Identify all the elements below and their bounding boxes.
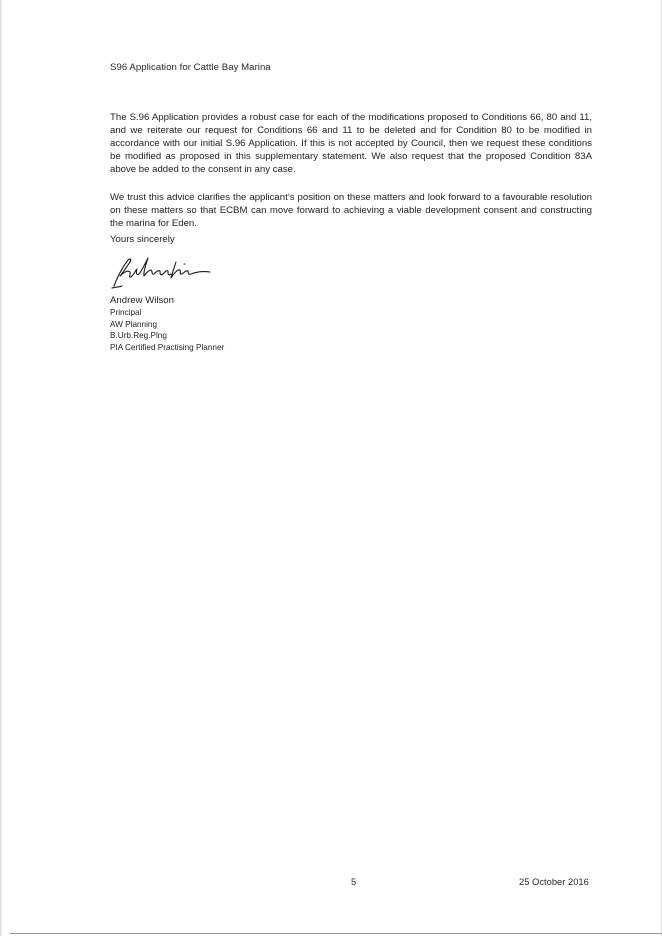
body-paragraph-2: We trust this advice clarifies the applicant’s position on these matters and look forward to a favourable resolution on these matters so that ECBM can move forward to achieving a viable development consent and constructing the marina for Eden. (110, 191, 592, 229)
signatory-title: Principal (110, 308, 142, 317)
body-paragraph-1: The S.96 Application provides a robust case for each of the modifications proposed to Conditions 66, 80 and 11, and we reiterate our request for Conditions 66 and 11 to be deleted and for Condition 80 to be modified in accordance with our initial S.96 Application. If this is not accepted by Council, then we request these conditions be modified as proposed in this supplementary statement. We also request that the proposed Condition 83A above be added to the consent in any case. (110, 111, 592, 176)
signature-block (110, 294, 224, 353)
page-number: 5 (351, 876, 357, 887)
scan-edge-left (0, 0, 2, 936)
signatory-company: AW Planning (110, 319, 158, 329)
signatory-name: Andrew Wilson (110, 295, 174, 306)
scan-edge-bottom (10, 933, 662, 934)
document-header: S96 Application for Cattle Bay Marina (110, 62, 271, 73)
footer-date: 25 October 2016 (519, 876, 589, 887)
closing-salutation: Yours sincerely (110, 234, 175, 245)
signatory-certification: PIA Certified Practising Planner (110, 342, 225, 352)
signatory-qualification: B.Urb.Reg.Plng (110, 331, 167, 341)
handwritten-signature (108, 252, 218, 294)
